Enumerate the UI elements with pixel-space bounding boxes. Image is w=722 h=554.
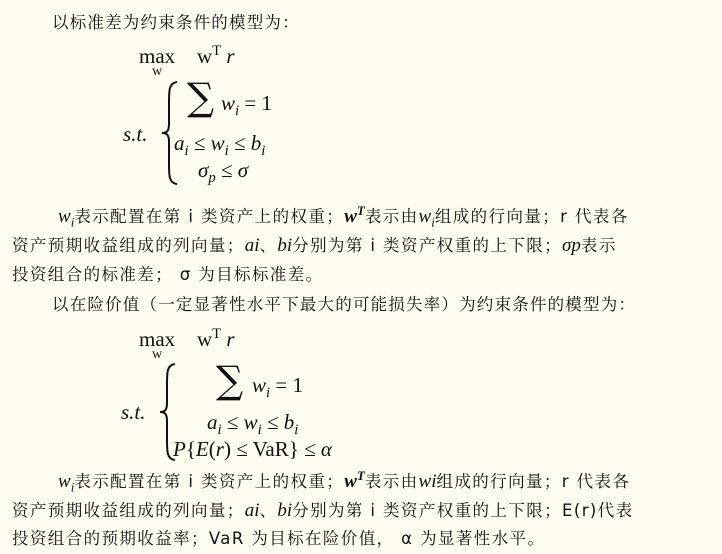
- paragraph-1-line-1: $w_i$表示配置在第 i 类资产上的权重；$w^T$表示由$w_i$组成的行向量；r 代表各: [58, 202, 629, 230]
- objective: $w^T$ r: [197, 42, 235, 68]
- summation-sign: ∑: [187, 75, 215, 119]
- paragraph-2-line-2: 资产预期收益组成的列向量；ai、bi分别为第 i 类资产权重的上下限；E(r)代表: [12, 500, 634, 521]
- subject-to-label-2: s.t.: [121, 400, 146, 424]
- summation-sign-2: ∑: [216, 358, 244, 402]
- constraint-sigma: $\sigma_p \le \sigma$: [198, 158, 249, 187]
- paragraph-2-line-1: $w_i$表示配置在第 i 类资产上的权重；$w^T$表示由wi组成的行向量；r 代表各: [58, 467, 631, 495]
- max-operator-2: max: [139, 327, 176, 351]
- constraint-sum: $w_i = 1$: [221, 91, 272, 120]
- constraint-bounds-2: $a_i \le w_i \le b_i$: [207, 410, 299, 439]
- heading-standard-deviation-model: 以标准差为约束条件的模型为：: [52, 13, 300, 32]
- paragraph-1-line-2: 资产预期收益组成的列向量；ai、bi分别为第 i 类资产权重的上下限；σp表示: [12, 235, 617, 256]
- constraint-bounds: $a_i \le w_i \le b_i$: [174, 131, 266, 160]
- paragraph-1-line-3: 投资组合的标准差； σ 为目标标准差。: [12, 265, 324, 284]
- constraint-var: P{E(r) ≤ VaR} ≤ α: [173, 437, 332, 461]
- max-subscript-2: w: [152, 347, 163, 362]
- objective-2: $w^T$ r: [197, 325, 235, 351]
- paragraph-2-line-3: 投资组合的预期收益率；VaR 为目标在险价值， α 为显著性水平。: [12, 529, 546, 548]
- heading-var-model: 以在险价值（一定显著性水平下最大的可能损失率）为约束条件的模型为：: [52, 295, 637, 314]
- max-operator: max: [139, 44, 176, 68]
- subject-to-label: s.t.: [123, 122, 148, 146]
- constraint-sum-2: $w_i = 1$: [252, 373, 303, 402]
- max-subscript: w: [152, 64, 163, 79]
